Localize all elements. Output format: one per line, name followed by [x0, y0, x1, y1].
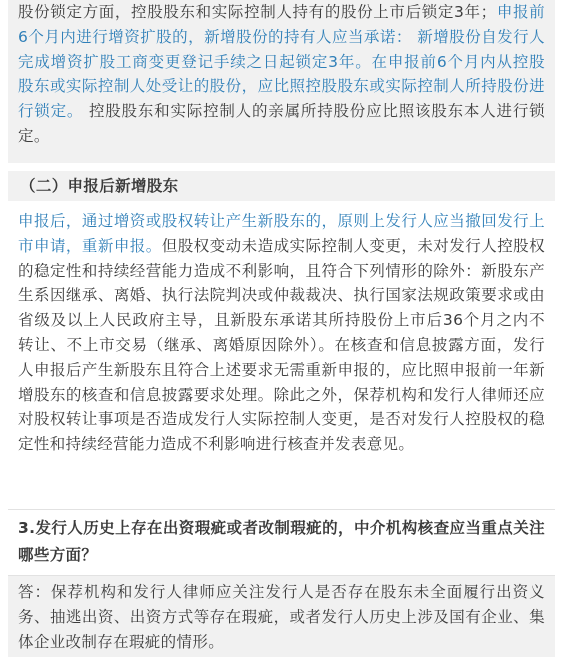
- new-shareholders-text-exceptions: 但股权变动未造成实际控制人变更，未对发行人控股权的稳定性和持续经营能力造成不利影响，且符合下列情形的除外：新股东产生系因继承、离婚、执行法院判决或仲裁裁决、执行国家法规政策要求或由省级及以上人民政府主导，且新股东承诺其所持股份上市后36个月之内不转让、不上市交易（继承、离婚原因除外）。在核查和信息披露方面，发行人申报后产生新股东且符合上述要求无需重新申报的，应比照申报前一年新增股东的核查和信息披露要求处理。除此之外，保荐机构和发行人律师还应对股权转让事项是否造成发行人实际控制人变更，是否对发行人控股权的稳定性和持续经营能力造成不利影响进行核查并发表意见。: [18, 236, 545, 454]
- answer-block: [8, 576, 555, 657]
- lockup-text-relatives: 控股股东和实际控制人的亲属所持股份应比照该股东本人进行锁定。: [18, 102, 545, 145]
- answer-capital-defects: 答：保荐机构和发行人律师应关注发行人是否存在股东未全面履行出资义务、抽逃出资、出资方式等存在瑕疵，或者发行人历史上涉及国有企业、集体企业改制存在瑕疵的情形。: [18, 583, 545, 651]
- question-block: [8, 512, 555, 574]
- question-capital-defects: 3.发行人历史上存在出资瑕疵或者改制瑕疵的，中介机构核查应当重点关注哪些方面？: [18, 519, 545, 564]
- share-lockup-paragraph: [8, 0, 555, 149]
- divider-line: [8, 509, 555, 510]
- new-shareholders-text-withdraw: 申报后，通过增资或股权转让产生新股东的，原则上发行人应当撤回发行上市申请，重新申报。: [18, 212, 545, 255]
- section-heading-block: [8, 171, 555, 201]
- new-shareholders-paragraph: [8, 207, 555, 457]
- lockup-text-capital-increase: 申报前6个月内进行增资扩股的，新增股份的持有人应当承诺： 新增股份自发行人完成增资扩股工商变更登记手续之日起锁定3年。在申报前6个月内从控股股东或实际控制人处受让的股份，应比照控股股东或实际控制人所持股份进行锁定。: [18, 3, 545, 121]
- lockup-text-controlling-shareholder: 股份锁定方面，控股股东和实际控制人持有的股份上市后锁定3年；: [18, 3, 497, 21]
- section-heading-new-shareholders: （二）申报后新增股东: [20, 177, 179, 195]
- new-shareholders-paragraph-block: [8, 207, 555, 507]
- share-lockup-paragraph-block: [8, 0, 555, 163]
